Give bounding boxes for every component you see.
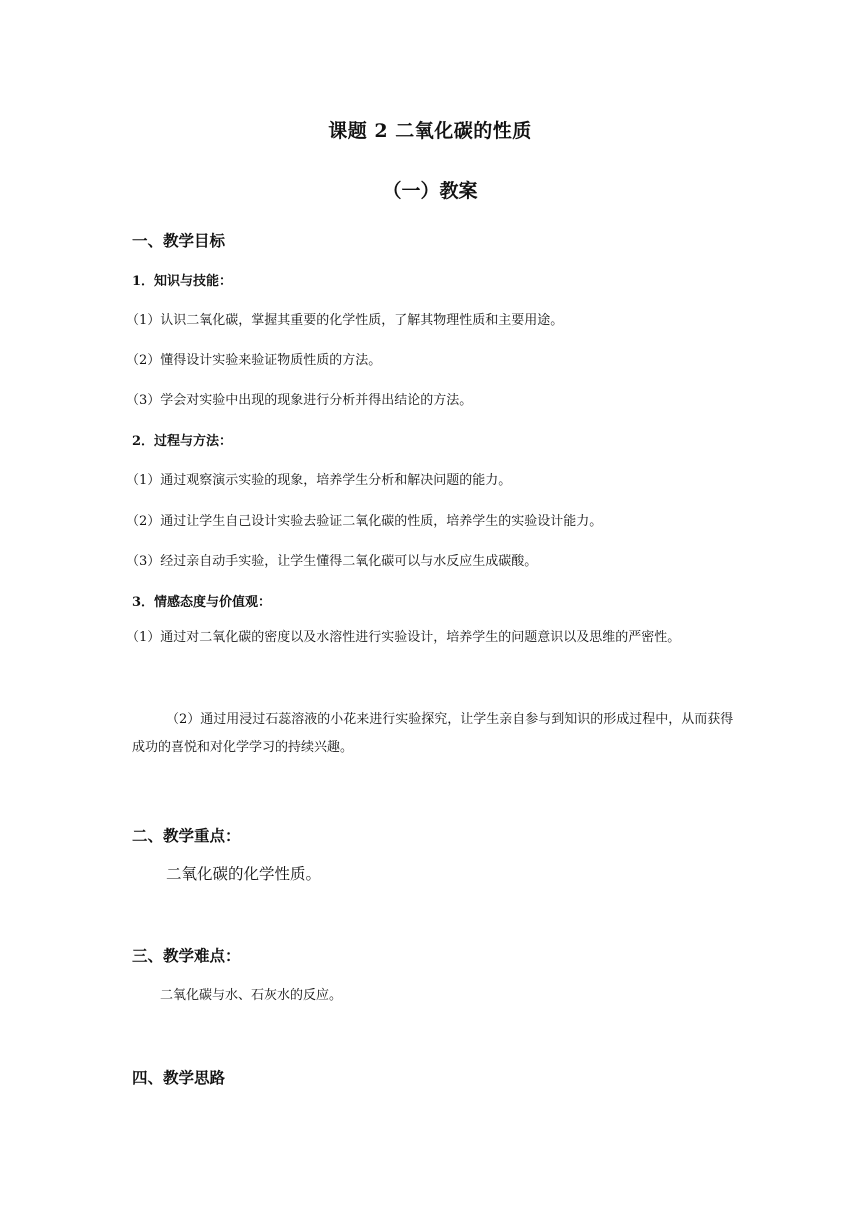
list-item: （2）懂得设计实验来验证物质性质的方法。 xyxy=(126,353,382,368)
difficulty-text: 二氧化碳与水、石灰水的反应。 xyxy=(160,988,343,1003)
list-item: （3）学会对实验中出现的现象进行分析并得出结论的方法。 xyxy=(126,393,473,408)
section-heading-teaching-approach: 四、教学思路 xyxy=(132,1068,226,1087)
key-point-text: 二氧化碳的化学性质。 xyxy=(166,865,322,883)
section-heading-objectives: 一、教学目标 xyxy=(132,231,226,250)
document-subtitle: （一）教案 xyxy=(382,180,478,202)
subheading-knowledge-skills: 1．知识与技能： xyxy=(132,274,233,289)
list-item: （3）经过亲自动手实验，让学生懂得二氧化碳可以与水反应生成碳酸。 xyxy=(126,554,538,569)
list-item: （1）认识二氧化碳，掌握其重要的化学性质，了解其物理性质和主要用途。 xyxy=(126,313,564,328)
list-item: （2）通过让学生自己设计实验去验证二氧化碳的性质，培养学生的实验设计能力。 xyxy=(126,514,603,529)
paragraph: （1）通过对二氧化碳的密度以及水溶性进行实验设计，培养学生的问题意识以及思维的严密性。 xyxy=(126,630,681,645)
section-heading-difficulties: 三、教学难点： xyxy=(132,946,241,965)
section-heading-key-points: 二、教学重点： xyxy=(132,826,241,845)
paragraph: （2）通过用浸过石蕊溶液的小花来进行实验探究，让学生亲自参与到知识的形成过程中，从而获得成功的喜悦和对化学学习的持续兴趣。 xyxy=(132,712,734,755)
list-item: （1）通过观察演示实验的现象，培养学生分析和解决问题的能力。 xyxy=(126,473,512,488)
subheading-attitudes-values: 3．情感态度与价值观： xyxy=(132,595,272,610)
document-title: 课题 2 二氧化碳的性质 xyxy=(328,120,532,142)
subheading-process-methods: 2．过程与方法： xyxy=(132,434,233,449)
